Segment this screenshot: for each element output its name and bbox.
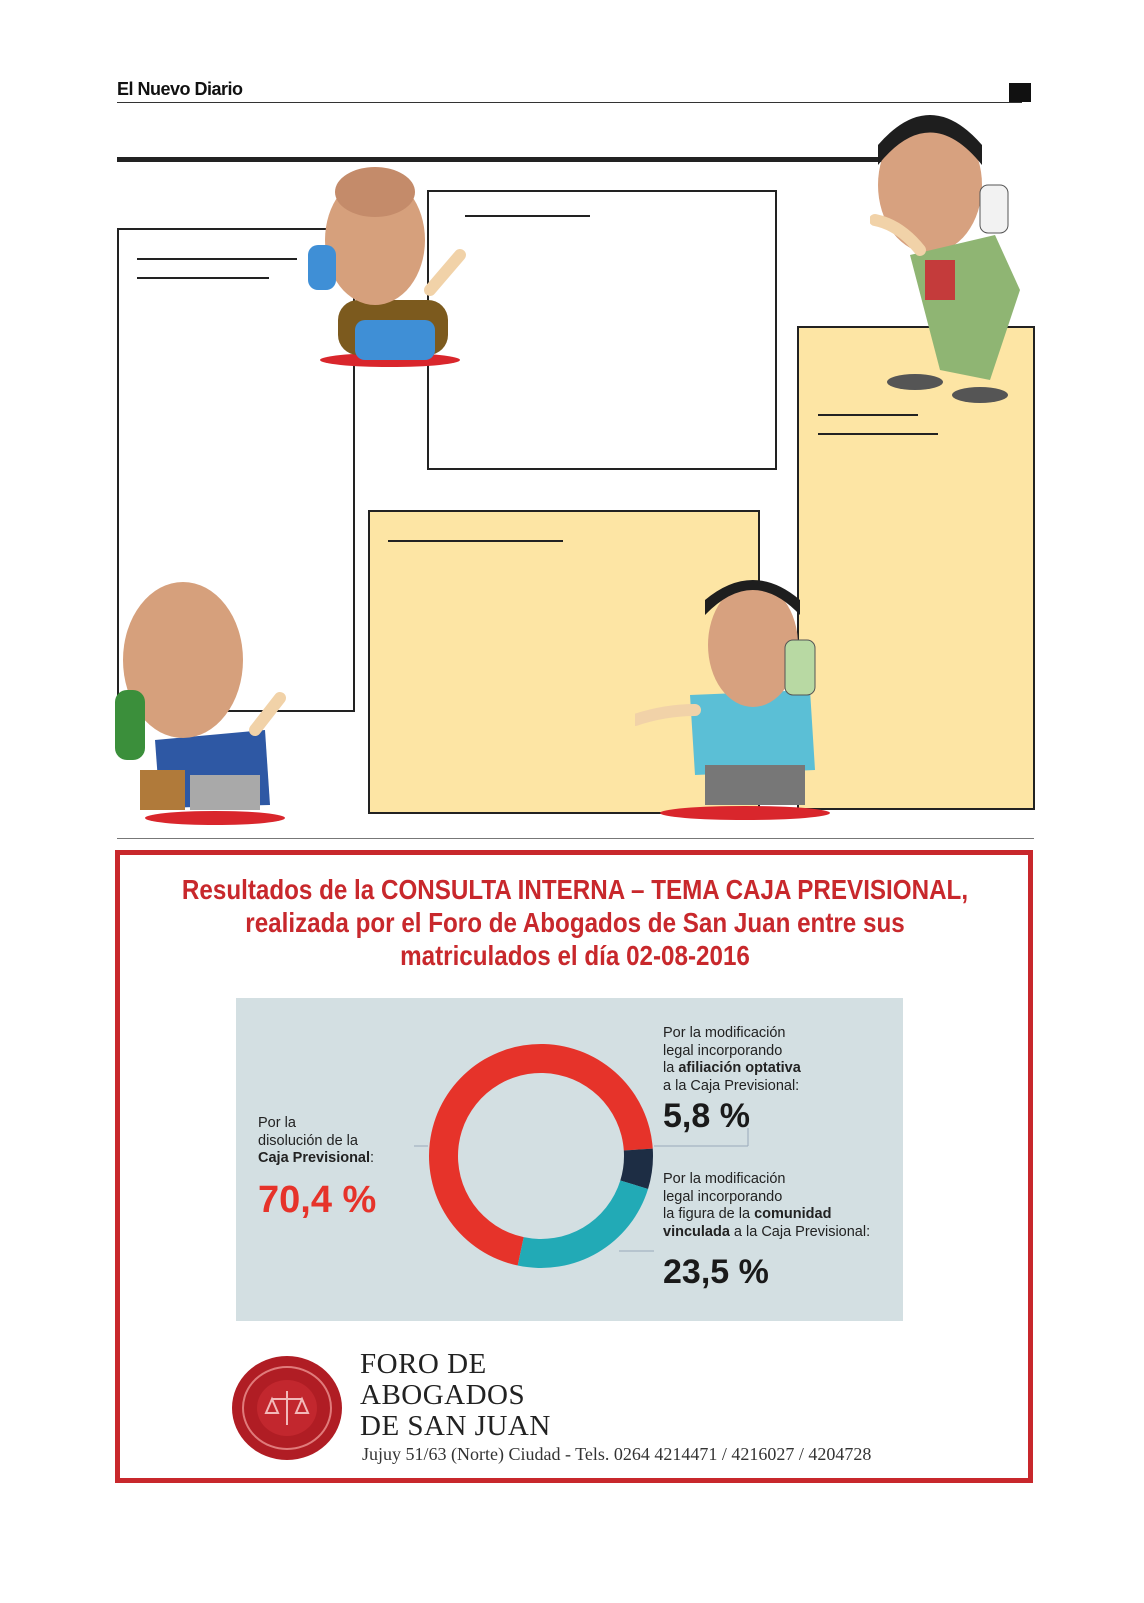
section-rule bbox=[117, 157, 939, 162]
ad-title-line: matriculados el día 02-08-2016 bbox=[400, 940, 750, 971]
org-name-line: DE SAN JUAN bbox=[360, 1410, 551, 1442]
label-line: Por la bbox=[258, 1115, 296, 1131]
org-address: Jujuy 51/63 (Norte) Ciudad - Tels. 0264 4214471 / 4216027 / 4204728 bbox=[362, 1444, 872, 1464]
org-name-line: ABOGADOS bbox=[360, 1379, 526, 1411]
headline-line bbox=[137, 277, 269, 279]
ad-title bbox=[179, 873, 971, 972]
label-bold: afiliación optativa bbox=[678, 1060, 801, 1076]
caricature-top-left-figure bbox=[300, 150, 470, 370]
label-line: Caja Previsional: bbox=[258, 1150, 375, 1166]
label-line: la figura de la comunidad bbox=[663, 1206, 832, 1222]
headline-line bbox=[137, 258, 297, 260]
headline-line bbox=[818, 414, 918, 416]
caricature-top-right-figure bbox=[870, 110, 1040, 410]
page-marker bbox=[1009, 83, 1031, 102]
speech-box-top bbox=[427, 190, 777, 470]
label-optional-affiliation bbox=[663, 1025, 801, 1095]
header-rule bbox=[117, 102, 1022, 103]
ad-title-line: realizada por el Foro de Abogados de San Juan entre sus bbox=[245, 907, 905, 938]
caricature-bottom-left-figure bbox=[115, 580, 290, 825]
org-name bbox=[360, 1349, 551, 1442]
caricature-bottom-right-figure bbox=[635, 570, 845, 820]
label-linked-community bbox=[663, 1171, 870, 1241]
label-dissolution bbox=[258, 1115, 374, 1168]
label-line: vinculada a la Caja Previsional: bbox=[663, 1223, 871, 1240]
label-bold: vinculada bbox=[663, 1223, 730, 1240]
ad-title-line: Resultados de la CONSULTA INTERNA – TEMA CAJA PREVISIONAL, bbox=[181, 874, 969, 905]
label-bold: Caja Previsional bbox=[258, 1150, 371, 1166]
headline-line bbox=[465, 215, 590, 217]
newspaper-masthead: El Nuevo Diario bbox=[117, 79, 243, 99]
label-line: legal incorporando bbox=[663, 1188, 783, 1205]
value-label-optional-affiliation: 5,8 % bbox=[663, 1097, 750, 1135]
label-line: Por la modificación bbox=[663, 1171, 786, 1187]
foro-seal-logo bbox=[230, 1353, 345, 1463]
value-label-dissolution: 70,4 % bbox=[258, 1179, 377, 1221]
label-line: a la Caja Previsional: bbox=[663, 1077, 800, 1094]
label-line: legal incorporando bbox=[663, 1042, 783, 1059]
label-line: Por la modificación bbox=[663, 1025, 786, 1041]
value-label-linked-community: 23,5 % bbox=[663, 1253, 769, 1291]
headline-line bbox=[388, 540, 563, 542]
label-line: la afiliación optativa bbox=[663, 1060, 801, 1076]
section-separator bbox=[117, 838, 1034, 839]
label-bold: comunidad bbox=[754, 1206, 832, 1222]
donut-slice-linked-community bbox=[518, 1180, 648, 1268]
label-line: disolución de la bbox=[258, 1132, 358, 1149]
headline-line bbox=[818, 433, 938, 435]
org-name-line: FORO DE bbox=[360, 1348, 487, 1380]
